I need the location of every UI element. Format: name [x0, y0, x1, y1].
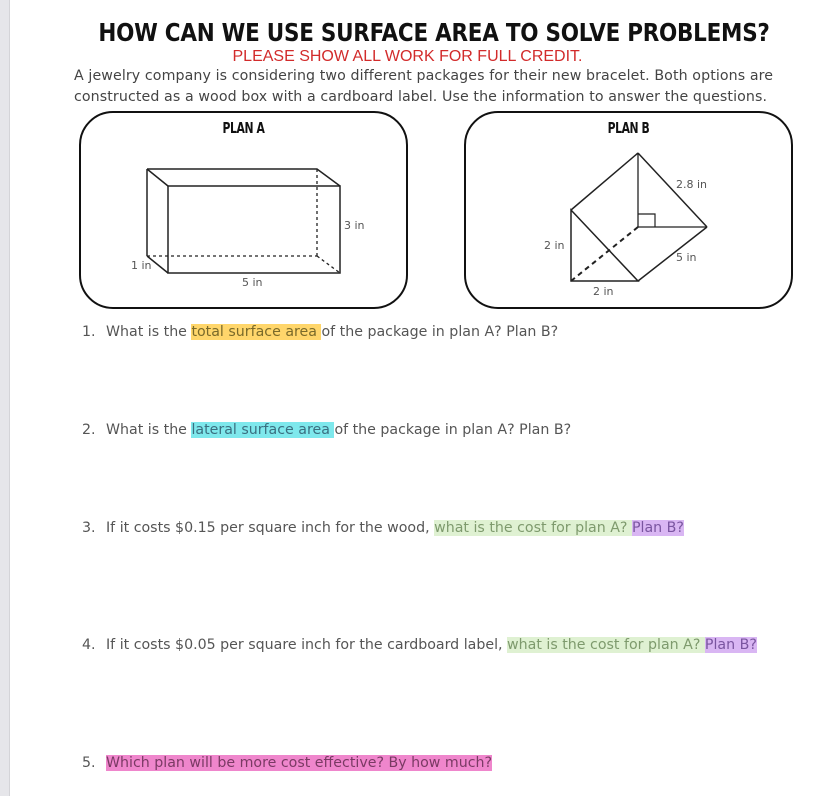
plan-b-height-label: 2 in [544, 239, 565, 252]
intro-line-2: constructed as a wood box with a cardboard label. Use the information to answer the questions. [74, 89, 768, 105]
question-5 [82, 755, 492, 771]
plan-b-bottom-right-edge [638, 227, 707, 281]
plan-b-top-edge [571, 153, 638, 210]
plan-a-height-label: 3 in [344, 219, 365, 232]
question-2 [82, 422, 571, 438]
highlight-total-surface-area: total surface area [191, 324, 322, 340]
plan-a-length-label: 5 in [242, 276, 263, 289]
plan-b-right-angle-marker [638, 214, 655, 227]
highlight-cost-plan-a: what is the cost for plan A? [507, 637, 705, 653]
question-text: of the package in plan A? Plan B? [334, 422, 572, 438]
plan-a-label: PLAN A [222, 119, 265, 137]
question-number: 4. [82, 637, 96, 653]
plan-b-front-triangle [571, 210, 638, 281]
plan-b-hypotenuse-label: 2.8 in [676, 178, 708, 191]
question-4 [82, 637, 757, 653]
plan-a-card [79, 111, 408, 309]
question-text: What is the [106, 422, 192, 438]
question-text: If it costs $0.15 per square inch for the wood, [106, 520, 435, 536]
plan-b-label: PLAN B [607, 119, 650, 137]
plan-a-top-edge [147, 169, 340, 186]
plan-a-prism-diagram [81, 113, 406, 307]
highlight-cost-plan-a: what is the cost for plan A? [434, 520, 632, 536]
plan-b-hidden-edge [571, 227, 638, 281]
question-number: 3. [82, 520, 96, 536]
question-number: 2. [82, 422, 96, 438]
page-left-edge [0, 0, 10, 796]
question-3 [82, 520, 684, 536]
plan-a-front-face [168, 186, 340, 273]
plan-b-prism-diagram [466, 113, 791, 307]
plan-b-length-label: 5 in [676, 251, 697, 264]
page-title: HOW CAN WE USE SURFACE AREA TO SOLVE PROBLEMS? [98, 18, 770, 47]
plan-a-hidden-depth-edge [317, 256, 340, 273]
highlight-plan-b: Plan B? [704, 637, 757, 653]
page-subtitle: PLEASE SHOW ALL WORK FOR FULL CREDIT. [232, 48, 583, 65]
plan-a-top-left-edge [147, 169, 168, 186]
question-text: What is the [106, 324, 192, 340]
question-1 [82, 324, 558, 340]
highlight-lateral-surface-area: lateral surface area [191, 422, 335, 438]
plan-a-depth-label: 1 in [131, 259, 152, 272]
question-text: If it costs $0.05 per square inch for the cardboard label, [106, 637, 508, 653]
intro-line-1: A jewelry company is considering two different packages for their new bracelet. Both options are [74, 68, 774, 84]
question-number: 5. [82, 755, 96, 771]
plan-b-card [464, 111, 793, 309]
question-number: 1. [82, 324, 96, 340]
highlight-cost-effective: Which plan will be more cost effective? By how much? [106, 755, 493, 771]
highlight-plan-b: Plan B? [631, 520, 684, 536]
plan-b-base-label: 2 in [593, 285, 614, 298]
question-text: of the package in plan A? Plan B? [321, 324, 559, 340]
